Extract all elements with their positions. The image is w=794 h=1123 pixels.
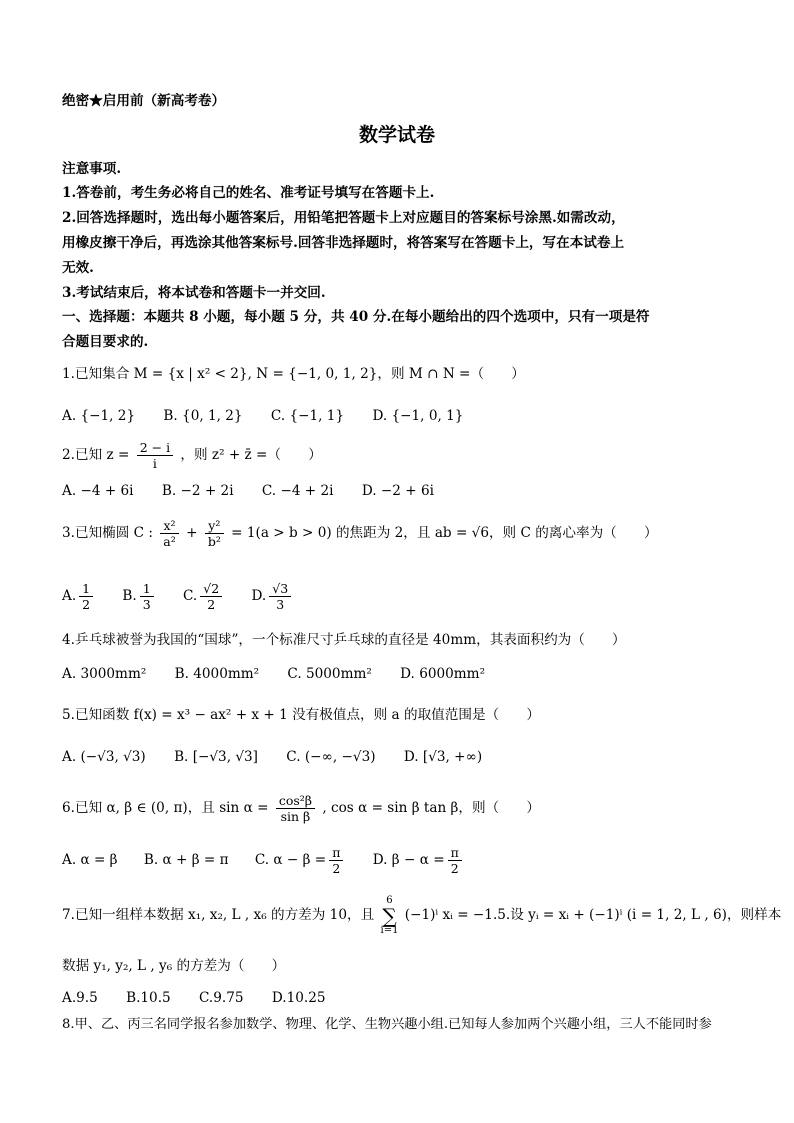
q6-option-a: A. α = β: [62, 852, 118, 868]
q3-option-c: [183, 578, 225, 614]
q6-c-frac: [329, 845, 343, 876]
question-3-options: [62, 578, 316, 614]
q3-c-frac: [200, 581, 222, 612]
q4-option-a: A. 3000mm²: [62, 666, 147, 682]
q3-option-a: [62, 578, 96, 614]
q7-sum-top: 6: [386, 894, 393, 906]
q3-fraction-1: [160, 518, 178, 549]
note-2-line-3: 无效.: [62, 260, 94, 276]
q3-b-den: 3: [142, 597, 151, 612]
q3-b-num: 1: [140, 581, 154, 597]
q7-sum-sigma: ∑: [382, 903, 397, 928]
q3-d-label: D.: [251, 588, 267, 604]
question-6-options: [62, 843, 487, 877]
q5-option-d: D. [√3, +∞): [403, 749, 483, 765]
question-5-options: [62, 748, 506, 766]
q3-f2-num: y²: [205, 518, 224, 534]
q6-suffix: , cos α = sin β tan β，则（ ）: [322, 800, 540, 816]
q5-option-a: A. (−√3, √3): [62, 749, 146, 765]
q3-f1-num: x²: [160, 518, 178, 534]
q1-option-a: A. {−1, 2}: [62, 408, 136, 424]
q6-d-num: π: [448, 845, 462, 861]
question-1-stem: 1.已知集合 M = {x | x² < 2}, N = {−1, 0, 1, 2}，则 M ∩ N =（ ）: [62, 366, 525, 382]
q6-option-b: B. α + β = π: [143, 852, 229, 868]
q3-a-den: 2: [82, 597, 91, 612]
q6-prefix: 6.已知 α, β ∈ (0, π)，且 sin α =: [62, 800, 269, 816]
question-6-stem: [62, 791, 540, 825]
q3-option-d: [252, 578, 295, 614]
page-title: 数学试卷: [358, 124, 435, 146]
question-7-options: [62, 989, 350, 1007]
q3-b-label: B.: [122, 588, 137, 604]
q7-option-a: A.9.5: [62, 990, 98, 1006]
q7-sum-bottom: i=1: [380, 924, 399, 936]
q3-c-den: 2: [207, 597, 216, 612]
note-2-line-1: 2.回答选择题时，选出每小题答案后，用铅笔把答题卡上对应题目的答案标号涂黑.如需改动，: [62, 210, 625, 226]
q3-b-frac: [140, 581, 154, 612]
confidential-label: 绝密★启用前（新高考卷）: [62, 93, 226, 109]
q3-a-frac: [79, 581, 93, 612]
q3-a-label: A.: [62, 588, 77, 604]
question-3-stem: [62, 516, 658, 550]
q6-fraction: [276, 793, 315, 824]
section-heading-line-1: 一、选择题：本题共 8 小题，每小题 5 分，共 40 分.在每小题给出的四个选项中，只有一项是符: [62, 309, 650, 325]
q2-suffix: ，则 z² + z̄ =（ ）: [180, 447, 322, 463]
q2-fraction: [137, 440, 173, 471]
question-2-stem: [62, 440, 322, 471]
notes-heading: 注意事项.: [62, 161, 122, 177]
q2-option-b: B. −2 + 2i: [161, 483, 234, 499]
q5-option-b: B. [−√3, √3]: [174, 749, 258, 765]
question-4-stem: 4.乒乓球被誉为我国的“国球”，一个标准尺寸乒乓球的直径是 40mm，其表面积约为（ ）: [62, 632, 626, 648]
q3-fraction-2: [205, 518, 224, 549]
q6-d-label: D. β − α =: [372, 852, 445, 868]
note-2-line-2: 用橡皮擦干净后，再选涂其他答案标号.回答非选择题时，将答案写在答题卡上，写在本试卷上: [62, 235, 625, 251]
q7-prefix: 7.已知一组样本数据 x₁, x₂, L , x₆ 的方差为 10，且: [62, 907, 375, 923]
q6-d-den: 2: [450, 861, 459, 876]
q3-suffix: = 1(a > b > 0) 的焦距为 2，且 ab = √6，则 C 的离心率为（ ）: [231, 525, 658, 541]
question-7-line-2: 数据 y₁, y₂, L , y₆ 的方差为（ ）: [62, 958, 286, 974]
q3-c-num: √2: [200, 581, 222, 597]
q3-f2-den: b²: [207, 534, 221, 549]
q2-z: z =: [106, 447, 130, 463]
q4-option-b: B. 4000mm²: [174, 666, 260, 682]
q3-d-num: √3: [269, 581, 291, 597]
question-7-stem: [62, 895, 781, 936]
q3-a-num: 1: [79, 581, 93, 597]
q4-option-c: C. 5000mm²: [287, 666, 372, 682]
q7-option-c: C.9.75: [199, 990, 244, 1006]
q2-option-c: C. −4 + 2i: [261, 483, 334, 499]
q6-option-d: [373, 843, 465, 877]
q1-option-d: D. {−1, 0, 1}: [372, 408, 464, 424]
q6-c-num: π: [329, 845, 343, 861]
q1-option-c: C. {−1, 1}: [270, 408, 345, 424]
q7-option-b: B.10.5: [126, 990, 171, 1006]
q2-fraction-den: i: [152, 456, 157, 471]
q2-prefix: 2.已知: [62, 447, 103, 463]
q7-suffix: (−1)ⁱ xᵢ = −1.5.设 yᵢ = xᵢ + (−1)ⁱ (i = 1, 2, L , 6)，则样本: [404, 907, 782, 923]
question-4-options: [62, 665, 509, 683]
question-5-stem: 5.已知函数 f(x) = x³ − ax² + x + 1 没有极值点，则 a 的取值范围是（ ）: [62, 707, 540, 723]
q3-d-frac: [269, 581, 291, 612]
q6-den: sin β: [280, 809, 311, 824]
q7-option-d: D.10.25: [271, 990, 326, 1006]
q3-f1-den: a²: [163, 534, 176, 549]
note-3: 3.考试结束后，将本试卷和答题卡一并交回.: [62, 285, 326, 301]
q3-prefix: 3.已知椭圆 C :: [62, 525, 153, 541]
q6-c-den: 2: [332, 861, 341, 876]
q2-fraction-num: 2 − i: [137, 440, 173, 456]
q6-num: cos²β: [276, 793, 315, 809]
q2-option-d: D. −2 + 6i: [361, 483, 434, 499]
q6-option-c: [255, 843, 347, 877]
question-2-options: [62, 482, 458, 500]
question-1-options: [62, 407, 487, 425]
q3-d-den: 3: [276, 597, 285, 612]
q5-option-c: C. (−∞, −√3): [286, 749, 376, 765]
question-8-stem: 8.甲、乙、丙三名同学报名参加数学、物理、化学、生物兴趣小组.已知每人参加两个兴趣小组，三人不能同时参: [62, 1017, 712, 1032]
q1-option-b: B. {0, 1, 2}: [163, 408, 243, 424]
q3-c-label: C.: [183, 588, 198, 604]
note-1: 1.答卷前，考生务必将自己的姓名、准考证号填写在答题卡上.: [62, 185, 435, 201]
section-heading-line-2: 合题目要求的.: [62, 334, 149, 350]
q2-option-a: A. −4 + 6i: [62, 483, 134, 499]
q6-d-frac: [448, 845, 462, 876]
q7-summation: [381, 896, 399, 936]
q3-plus: +: [186, 525, 198, 541]
q6-c-label: C. α − β =: [254, 852, 327, 868]
q3-option-b: [122, 578, 156, 614]
q4-option-d: D. 6000mm²: [400, 666, 486, 682]
